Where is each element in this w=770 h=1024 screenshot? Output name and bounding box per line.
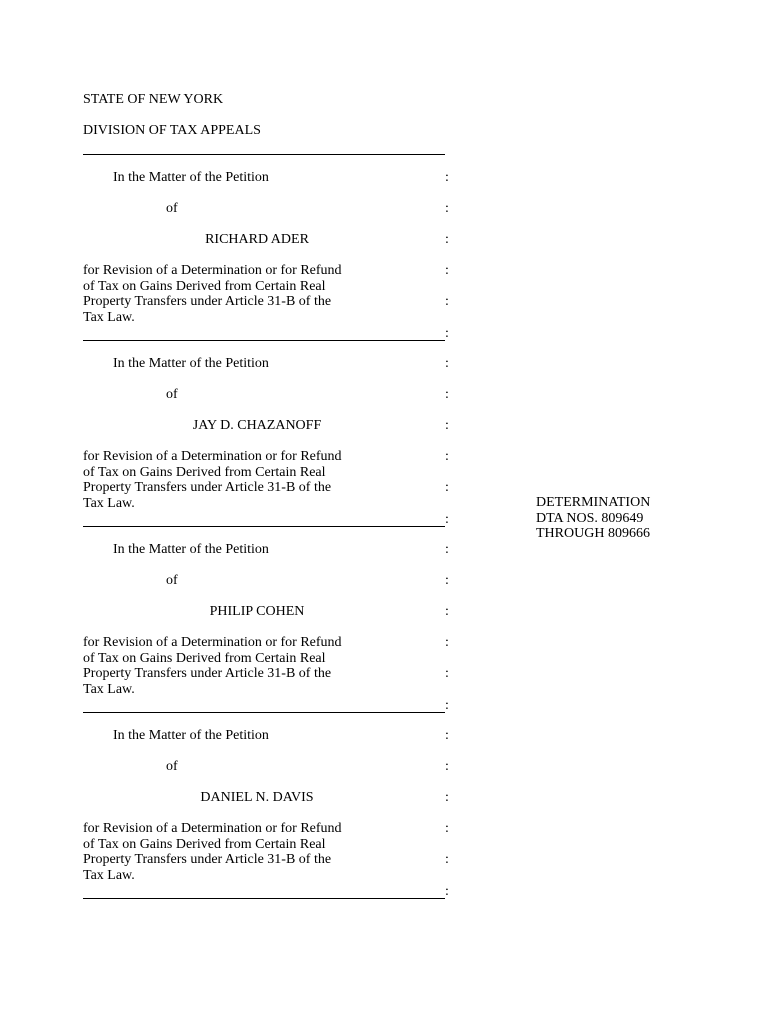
purpose-line: Tax Law. [83,309,135,325]
petitioner-name: PHILIP COHEN [209,604,305,619]
dta-range-end: THROUGH 809666 [536,526,650,541]
purpose-line: Tax Law. [83,495,135,511]
purpose-line: of Tax on Gains Derived from Certain Real [83,464,326,480]
purpose-line: Property Transfers under Article 31-B of the [83,294,332,309]
of-label: of [166,387,178,402]
colon: : [445,573,449,588]
of-label: of [166,573,178,588]
colon: : [445,356,449,371]
colon: : [445,263,449,278]
of-label: of [166,201,178,216]
matter-label: In the Matter of the Petition [113,356,269,371]
block-divider [83,712,445,713]
dta-numbers: DTA NOS. 809649 [536,510,644,526]
petitioner-name: DANIEL N. DAVIS [200,790,314,805]
petition-purpose [83,449,383,511]
purpose-line: Property Transfers under Article 31-B of the [83,480,332,495]
division-heading: DIVISION OF TAX APPEALS [83,123,261,138]
colon: : [445,449,449,464]
petition-purpose [83,821,383,883]
colon: : [445,512,449,527]
colon: : [445,728,449,743]
determination-label [536,495,650,542]
purpose-line: of Tax on Gains Derived from Certain Real [83,650,326,666]
purpose-line: Property Transfers under Article 31-B of the [83,852,332,867]
matter-label: In the Matter of the Petition [113,170,269,185]
colon: : [445,232,449,247]
colon: : [445,821,449,836]
colon: : [445,635,449,650]
petition-purpose [83,635,383,697]
colon: : [445,698,449,713]
purpose-line: Tax Law. [83,867,135,883]
matter-label: In the Matter of the Petition [113,728,269,743]
colon: : [445,170,449,185]
colon: : [445,542,449,557]
purpose-line: of Tax on Gains Derived from Certain Real [83,836,326,852]
petitioner-name: JAY D. CHAZANOFF [192,418,322,433]
colon: : [445,201,449,216]
colon: : [445,604,449,619]
colon: : [445,387,449,402]
colon: : [445,666,449,681]
caption-top-rule [83,154,445,155]
purpose-line: Tax Law. [83,681,135,697]
colon: : [445,418,449,433]
matter-label: In the Matter of the Petition [113,542,269,557]
block-divider [83,340,445,341]
colon: : [445,790,449,805]
state-heading: STATE OF NEW YORK [83,92,224,107]
purpose-line: for Revision of a Determination or for Refund [83,449,342,464]
colon: : [445,480,449,495]
purpose-line: for Revision of a Determination or for Refund [83,635,342,650]
determination-title: DETERMINATION [536,495,651,510]
purpose-line: of Tax on Gains Derived from Certain Real [83,278,326,294]
purpose-line: Property Transfers under Article 31-B of the [83,666,332,681]
colon: : [445,884,449,899]
petitioner-name: RICHARD ADER [205,232,309,247]
colon: : [445,294,449,309]
block-divider [83,898,445,899]
purpose-line: for Revision of a Determination or for Refund [83,263,342,278]
petition-purpose [83,263,383,325]
colon: : [445,326,449,341]
colon: : [445,759,449,774]
block-divider [83,526,445,527]
of-label: of [166,759,178,774]
colon: : [445,852,449,867]
purpose-line: for Revision of a Determination or for Refund [83,821,342,836]
